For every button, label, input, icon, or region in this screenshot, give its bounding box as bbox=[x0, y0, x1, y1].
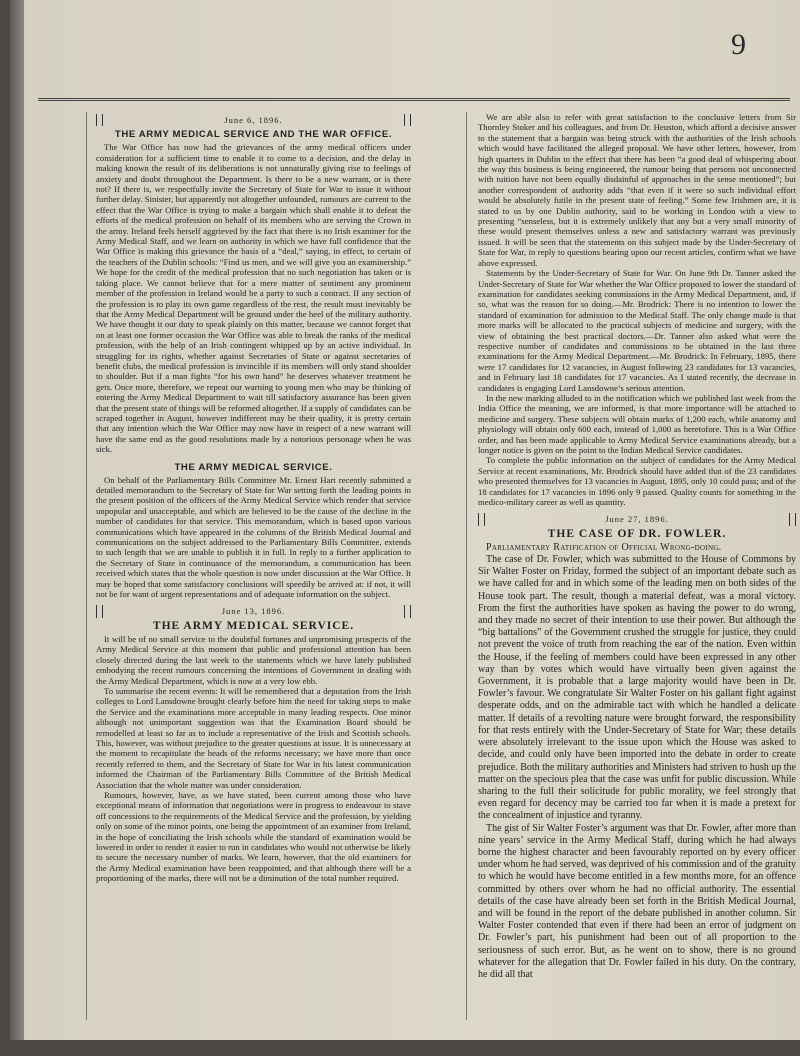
paragraph: The case of Dr. Fowler, which was submitted to the House of Commons by Sir Walter Foster on Friday, formed the subject of an important debate such as we have called for and in which some of the leading men on both sides of the House took part. The result, though a material defeat, was a moral victory. From the first the authorities have spoken as having the power to do wrong, and they made no secret of their intention to use their power. But although the “big battalions” of the Government crushed the struggle for justice, they could not prevent the voice of truth from reaching the ear of the nation. Even within the House, if the feeling of members could have been expressed in any other way than by votes which would have virtually been given against the Government, it is probable that a large majority would have been in Dr. Fowler’s favour. We congratulate Sir Walter Foster on his gallant fight against desperate odds, and on the admirable tact with which he handled a delicate matter. If details of a revolting nature were brought forward, the responsibility for that rests entirely with the Under-Secretary of State for War; these details were absolutely irrelevant to the issue upon which the House was asked to decide, and could only have been imported into the debate in order to create prejudice. Both the military authorities and Ministers had striven to hush up the matter on the specious plea that the case was unfit for public discussion. While sharing to the full their solicitude for public morality, we feel strongly that even regard for decency may be carried too far when it is made a pretext for the concealment of injustice and tyranny. bbox=[478, 554, 796, 822]
heading-army-medical-service: THE ARMY MEDICAL SERVICE. bbox=[174, 461, 333, 473]
column-rule-left bbox=[86, 112, 87, 1020]
page-gutter bbox=[10, 0, 24, 1040]
journal-page bbox=[10, 0, 800, 1040]
paragraph: Rumours, however, have, as we have stated, been current among those who have exceptional means of information that negotiations were in progress to endeavour to stave off concessions to the requirements of the Medical Service and the profession, by yielding only on some of the minor points, one being the appointment of an examiner from Ireland, in the hope of conciliating the Irish schools while the standard of examination would be lowered in order to render it easier to run in candidates who would not otherwise be likely to secure the necessary number of marks. We learn, however, that the old examiners for the Army Medical examination have been reappointed, and that although there will be a proportioning of the marks, there will not be a diminution of the total number required. bbox=[96, 789, 411, 884]
paragraph: The War Office has now had the grievances of the army medical officers under consideration for a sufficient time to enable it to come to a decision, and the delay in making known the result of its deliberations is not unnaturally giving rise to feelings of anxiety and doubt throughout the Department. Is there to be a new warrant, or is there not? If there is, we respectfully invite the Secretary of State for War to issue it without further delay. Sinister, but apparently not altogether unfounded, rumours are current to the effect that the War Office is trying to make a bargain which shall enable it to defeat the efforts of the medical profession on behalf of its members who are serving the Crown in the army. Ireland feels herself aggrieved by the fact that there is no Irish examiner for the Army Medical Staff, and we learn on authority in which we have full confidence that the War Office is making this grievance the basis of a “deal,” saying, in effect, to certain of the teachers of the Dublin schools: “Find us men, and we will give you an examinership.” We hope for the credit of the medical profession that no such negotiation has taken or is taking place. We cannot believe that for a mere matter of sentiment any prominent member of the profession in Ireland would be a party to such a contract. If any section of the profession is to play its own game regardless of the rest, the result must inevitably be that the Army Medical Department will be ground under the heel of the military authority. We have thought it our duty to speak plainly on this matter, because we cannot forget that on at least one former occasion the War Office was able to break the ranks of the medical profession, with the help of an Irish contingent whipped up by an active individual. In struggling for its rights, whether against Secretaries of State or against secretaries of benefit clubs, the medical profession is invincible if its members will only stand shoulder to shoulder. But if a man fights “for his own hand” he deserves whatever treatment he gets. Once more, therefore, we repeat our warning to young men who may be thinking of entering the Army Medical Department to wait till satisfactory assurance has been given that the present state of things will be reformed altogether. If a supply of candidates can be scraped together in August, however indifferent may be their quality, it is pretty certain that any intention which the War Office may now have in respect of a new warrant will have the same end as the good resolutions made by a notorious personage when he was sick. bbox=[96, 142, 411, 455]
paragraph: It will be of no small service to the doubtful fortunes and unpromising prospects of the Army Medical Service at this moment that public and professional attention has been closely directed during the last week to the statements which we have lately published embodying the recent rumours concerning the intentions of Government in dealing with the Army Medical Department, which is now at a very low ebb. bbox=[96, 633, 411, 686]
paragraph: In the new marking alluded to in the notification which we published last week from the India Office the meaning, we are informed, is that more importance will be attached to medicine and surgery. These subjects will obtain marks of 1,200 each, while anatomy and physiology will obtain only 600 each, instead of 1,000 as heretofore. This is a War Office order, and has been made applicable to Army Medical Service examinations already, but a longer notice is given on the point to the Indian Medical Service candidates. bbox=[478, 392, 796, 455]
dateline-june-6: June 6, 1896. bbox=[96, 114, 411, 126]
top-rule bbox=[38, 98, 790, 109]
heading-war-office: THE ARMY MEDICAL SERVICE AND THE WAR OFFICE. bbox=[114, 129, 393, 141]
dateline-june-13: June 13, 1896. bbox=[96, 605, 411, 617]
right-column bbox=[478, 112, 796, 981]
column-rule-middle bbox=[466, 112, 467, 1020]
paragraph: To complete the public information on the subject of candidates for the Army Medical Service at recent examinations, Mr. Brodrick should have added that of the 23 candidates who presented themselves for 13 vacancies in August, 1895, only 10 could pass; and of the 18 candidates for 17 vacancies in 1896 only 9 passed. Quality counts for something in the medico-military career as well as quantity. bbox=[478, 455, 796, 508]
left-column bbox=[96, 112, 411, 884]
paragraph: Statements by the Under-Secretary of State for War. On June 9th Dr. Tanner asked the Under-Secretary of State for War whether the War Office proposed to lower the standard of examination for candidates seeking commissions in the Army Medical Department, and, if so, what was the reason for so doing.—Mr. Brodrick: There is no intention to lower the standard of examination for admission to the Medical Staff. The only change made is that more marks will be allocated to the practical subjects of medicine and surgery, with the view of obtaining the best practical doctors.—Dr. Tanner also asked what were the respective number of candidates and commissions to be obtained in the last three examinations for the Army Medical Department.—Mr. Brodrick: In February, 1895, there were 17 candidates for 12 vacancies, in August following 23 candidates for 13 vacancies, and in February last 18 candidates for 17 vacancies. As I stated recently, the decrease in candidates is engaging Lord Lansdowne’s serious attention. bbox=[478, 268, 796, 393]
heading-case-of-dr-fowler: THE CASE OF DR. FOWLER. bbox=[547, 527, 727, 540]
paragraph: The gist of Sir Walter Foster’s argument was that Dr. Fowler, after more than nine years’ service in the Army Medical Staff, during which he had always borne the highest character and been favourably reported on by every officer under whom he had served, was deprived of his commission and of the gratuity to which he would have become entitled in a few months more, for an offence committed by others over whom he had no official authority. The essential details of the case have already been set forth in the British Medical Journal, and will be found in the report of the debate published in another column. Sir Walter Foster contended that even if there had been an error of judgment on Dr. Fowler’s part, his punishment had been out of all proportion to the seriousness of such error. But, as he went on to show, there is no ground whatever for the allegation that Dr. Fowler failed in his duty. On the contrary, he did all that bbox=[478, 822, 796, 980]
page-number: 9 bbox=[731, 28, 746, 61]
paragraph: To summarise the recent events: It will be remembered that a deputation from the Irish colleges to Lord Lansdowne brought clearly before him the need for taking steps to make the Service and the examinations more acceptable in many leading respects. One minor although not unimportant suggestion was that the Examination Board should be remodelled at least so far as to include a representative of the Irish and Scottish schools. This, however, was without prejudice to the greater questions at issue. It is unnecessary at the moment to recapitulate the heads of the reforms necessary; we have more than once recently referred to them, and the Secretary of State for War in his latest communication informed the Chairman of the Parliamentary Bills Committee of the British Medical Association that the whole matter was under consideration. bbox=[96, 685, 411, 790]
paragraph: On behalf of the Parliamentary Bills Committee Mr. Ernest Hart recently submitted a detailed memorandum to the Secretary of State for War setting forth the leading points in the present position of the officers of the Army Medical Service which render that service unpopular and unacceptable, and which are believed to be the cause of the decline in the number of candidates for that service. This memorandum, which is based upon various communications which have appeared in the columns of the British Medical Journal and communications on the subject addressed to the Parliamentary Bills Committee, extends to such length that we are unable to publish it in full. In reply to a further application to the Secretary of State in continuance of the memorandum, a communication has been received which states that the whole question is now under discussion at the War Office. It may be hoped that some satisfactory conclusions will speedily be arrived at: if not, it will not be for want of urgent representations and of adequate information on the subject. bbox=[96, 474, 411, 600]
paragraph: We are able also to refer with great satisfaction to the conclusive letters from Sir Thornley Stoker and his colleagues, and from Dr. Heuston, which afford a decisive answer to the statement that a bargain was being struck with the authorities of the Irish schools which would have facilitated the alleged proposal. We have other letters, however, from high quarters in Dublin to the effect that there has been “a good deal of whispering about the way this business is being engineered, the rumour being that persons not unconnected with tuition have not been equally disdainful of approaches in the sense mentioned”; but another correspondent of authority adds “that even if it were so such individual effort would be absolutely futile in the present state of feeling.” Some few Irishmen are, it is stated to us by one Dublin authority, said to be working in London with a view to presenting “senseless, but it is extremely unlikely that any but a very small minority of these would present themselves unless a new and satisfactory warrant was previously issued. It will be seen that the statements on this subject made by the Under-Secretary of State for War, in reply to questions bearing upon our recent articles, confirm what we have above expressed. bbox=[478, 112, 796, 268]
dateline-june-27: June 27, 1896. bbox=[478, 513, 796, 525]
heading-army-medical-service-2: THE ARMY MEDICAL SERVICE. bbox=[152, 619, 355, 632]
subheading: Parliamentary Ratification of Official Wrong-doing. bbox=[486, 541, 722, 553]
